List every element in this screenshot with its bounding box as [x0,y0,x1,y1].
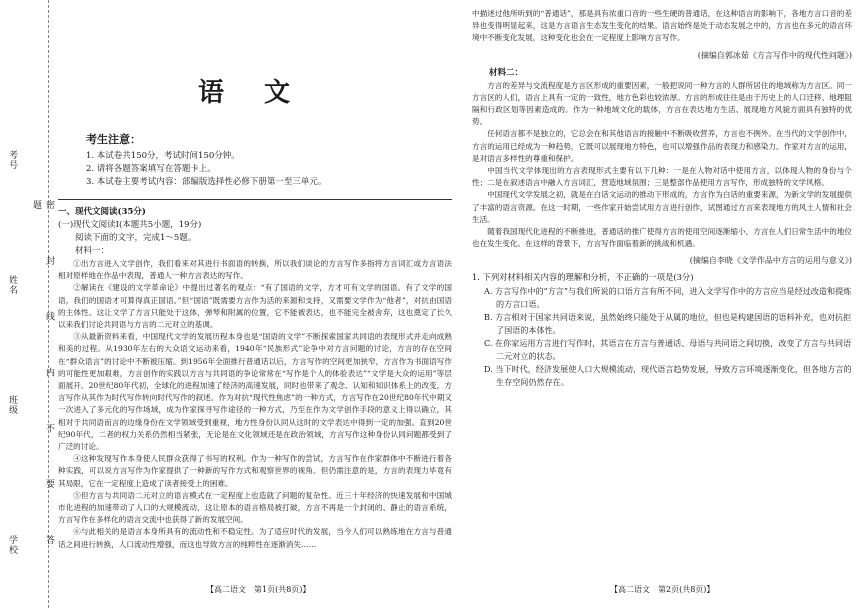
answer-option: C. 在你家运用方言进行写作时，其语言在方言与普通话、母语与共同语之间切换，改变了方言与共同语二元对立的状态。 [484,337,852,361]
paragraph: ⑥与此相关的是语言本身所具有的流动性和不稳定性。为了适应时代的发展，当今人们可以熟练地在方言与普通话之间进行转换，人口流动性增强，而这也导致方言的纯粹性在逐渐消失…… [58,527,452,549]
source-citation: (摘编自郭冰茹《方言写作中的现代性问题》) [697,50,852,60]
material-label: 材料二： [489,67,524,78]
page-1 [58,8,452,551]
paragraph: ②解读在《建设的文学革命论》中提出过著名的观点：“有了国语的文学，方才可有文学的国语。有了文学的国语，我们的国语才可算得真正国语。”但“国语”既需要方言作为活的来源和支持，又需要文学作为“他者”，对抗由国语的主体性。这让文学了方言只能处于这体，弹琴和附属的位置，它不能被表达，也不能完全被舍弃，这也奠定了长久以来我们讨论共同语与方言的二元对立的基调。 [58,283,452,330]
label-xingming: 姓名 [7,275,17,295]
page-title: 语文 [197,78,330,108]
paragraph: 中国现代文学发展之初，就是在白话文运动的推动下形成的，方言作为白话的重要来源，为新文学的发展提供了丰富的语言资源。在这一时期，一些作家开始尝试用方言进行创作，试图通过方言来表现地方的风土人情和社会生活。 [472,190,852,224]
notice-item: 3. 本试卷主要考试内容：部编版选择性必修下册第一至三单元。 [86,177,327,187]
label-banji: 班级 [7,395,17,415]
label-kaohao: 考号 [7,150,17,170]
paragraph: ④这种发现写作本身使人民群众获得了书写的权利。作为一种写作的尝试，方言写作在作家群体中不断进行着各种实践，可以说方言写作为作家提供了一种新的写作方式和观察世界的视角。但仍需注意的是，方言的表现力毕竟有其局限，它在一定程度上造成了读者接受上的困难。 [58,454,452,488]
notice-title: 考生注意： [86,133,141,146]
answer-option: D. 当下时代，经济发展使人口大规模流动，现代语言趋势发展，导致方言环境逐渐变化，但各地方言的生存空间仍然存在。 [484,363,852,387]
paragraph: ①出方言进入文学创作，我们看来对其进行书面语的转换，所以我们谈论的方言写作多指将方言词汇或方言语法相对原样地在作品中表现，普通人一种方言表达的写作。 [58,259,452,281]
binding-margin [0,0,54,608]
source-citation: (摘编自李晓《文学作品中方言的运用与意义》) [689,256,852,266]
label-xuexiao: 学校 [7,535,17,555]
material-label: 材料一： [75,246,110,256]
section-heading: 一、现代文阅读(35分) [58,207,146,217]
page-2 [472,8,852,389]
paragraph: ③从最新资料来看，中国现代文学的发展历程本身也是“国语的文学”不断探索国家共同语的表现形式并走向成熟和美的过程。从1930年左右的大众语文运动来看，1940年“民族形式”论争中对方言问题的讨论，方言的存在空间在“群众语言”的讨论中不断被压缩。到1956年全面推行普通话以后，方言写作的空间更加狭窄，方言作为书面语写作的可能性更加艰难，方言创作的实践以方言与共同语的争论常常在“写作是个人的体验表达”“文学是大众的运用”等层面展开。20世纪80年代初，全球化的进程加速了经济的高速发展，同时也带来了观念、认知和知识体系上的改变，方言写作从其作为时代写作转向时代写作的叙述。作为对抗“现代性焦虑”的一种方式，方言写作在20世纪80年代中期又一次进入了多元化的写作场域，成为作家探寻写作途径的一种方式，乃至在作为文学创作手段的意义上得以确立，其相对于共同语而言的边缘身份在文学领域受到重视，地方性身份认同从这时的文学表达中得到一定的加强。直到20世纪90年代，二者的权力关系仍然相当紧张，无论是在文化领域还是在政治领域，方言写作这种身份认同问题都受到了广泛的讨论。 [58,332,452,452]
question-stem: 1. 下列对材料相关内容的理解和分析，不正确的一项是(3分) [472,272,694,283]
paragraph: 任何语言都不是独立的，它总会在和其他语言的接触中不断吸收营养，方言也不例外。在当代的文学创作中，方言的运用已经成为一种趋势，它既可以展现地方特色，也可以增强作品的表现力和感染力。作家对方言的运用，是对语言多样性的尊重和保护。 [472,129,852,163]
page-footer: 【高二语文 第1页(共8页)】 [206,585,311,594]
instruction: 阅读下面的文字，完成1～5题。 [75,233,197,243]
seal-line-text: 密 封 线 内 不 要 答 题 [31,200,54,567]
paragraph: 随着我国现代化进程的不断推进，普通话的推广使得方言的使用空间逐渐缩小，方言在人们日常生活中的地位也在发生变化。在这样的背景下，方言写作面临着新的挑战和机遇。 [472,227,852,249]
answer-option: B. 方言相对于国家共同语来说，虽然始终只能处于从属的地位，但也是构建国语的语料补充，也对抗拒了国语的本体性。 [484,311,852,335]
paragraph: ⑤但方言与共同语二元对立的语言模式在一定程度上也造就了问题的复杂性。近三十年经济的快速发展和中国城市化进程的加速带动了人口的大规模流动，这让原本的语言格局被打破，方言不再是一个封闭的、静止的语言系统，方言写作在多样化的语言交流中也获得了新的发展空间。 [58,490,452,525]
notice-item: 2. 请将各题答案填写在答题卡上。 [86,164,216,174]
page-footer: 【高二语文 第2页(共8页)】 [610,585,715,594]
paragraph: 中国当代文学体现出的方言表现形式主要有以下几种：一是在人物对话中使用方言，以体现人物的身份与个性；二是在叙述语言中融入方言词汇，营造地域氛围；三是整部作品使用方言写作，形成独特的文学风格。 [472,166,852,188]
answer-option: A. 方言写作中的“方言”与我们所说的口语方言有所不同，进入文学写作中的方言应当是经过改造和提炼的方言口语。 [484,285,852,309]
paragraph: 方言的差异与交流程度是方言区形成的重要因素，一般把说同一种方言的人群所居住的地域称为方言区。同一方言区的人们，语言上具有一定的一致性，地方色彩也较浓厚。方言的形成往往是由于历史上的人口迁移、地理阻隔和行政区划等因素造成的。作为一种地域文化的载体，方言在表达地方生活、展现地方风貌方面具有独特的优势。 [472,80,852,127]
paragraph: 中描述过他所听到的“普通话”，那是具有浓重口音的一些生硬的普通话，在这种语言的影响下，各地方言口音的差异也变得明显起来，这是方言语言生态发生变化的结果。语言始终是处于动态发展之中的，方言也在多元的语言环境中不断变化发展，这种变化也会在一定程度上影响方言写作。 [472,9,852,43]
divider [58,199,452,200]
notice-item: 1. 本试卷共150分，考试时间150分钟。 [86,151,240,161]
subsection-heading: (一)现代文阅读Ⅰ(本题共5小题，19分) [58,220,202,230]
